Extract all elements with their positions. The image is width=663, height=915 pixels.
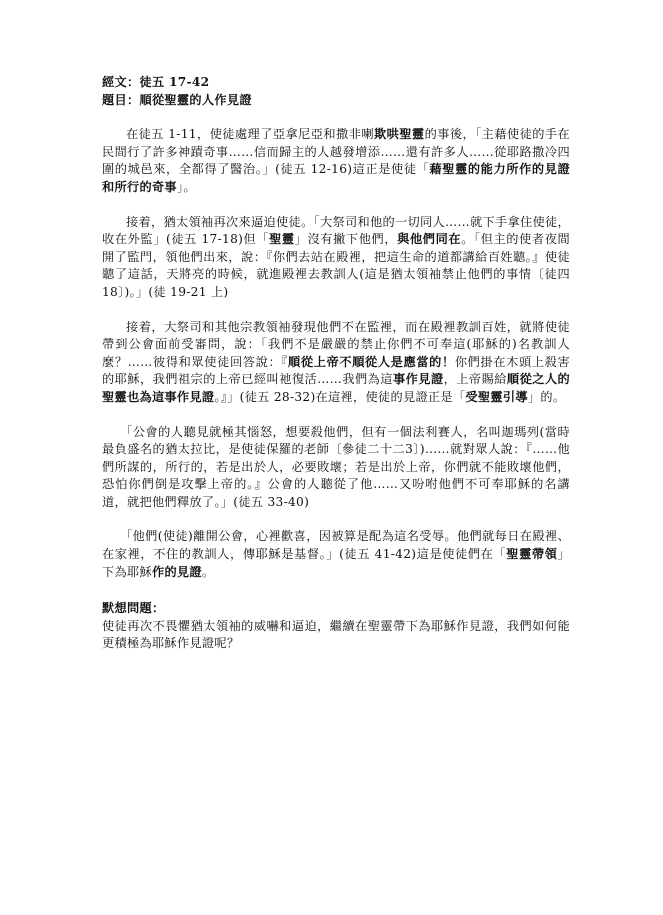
emphasis-run: 作的見證 [151, 564, 202, 579]
text-run: 。』」(徒五 28-32)在這裡，使徒的見證正是「 [214, 389, 466, 404]
paragraph-2 [102, 214, 570, 302]
spacer [102, 109, 570, 126]
text-run: 「公會的人聽見就極其惱怒，想要殺他們，但有一個法利賽人，名叫迦瑪列(當時最負盛名的猶太拉比，是使徒保羅的老師〔參徒二十二3〕)……就對眾人說：『……他們所謀的，所行的，若是出於人，必要敗壞；若是出於上帝，你們就不能敗壞他們，恐怕你們倒是攻擊上帝的。』公會的人聽從了他……又吩咐他們不可奉耶穌的名講道，就把他們釋放了。」(徒五 33-40) [102, 424, 570, 509]
text-run: 接着，大祭司和其他宗教領袖發現他們不在監裡，而在殿裡教訓百姓，就將使徒帶到公會面前受審問，說：「我們不是嚴嚴的禁止你們不可奉這(耶穌的)名教訓人麼？……彼得和眾使徒回答說：『 [102, 319, 570, 369]
paragraph-1 [102, 126, 570, 196]
text-run: 的事後，「主藉使徒的手在民間行了許多神蹟奇事……信而歸主的人越發增添……還有許多人……從耶路撒冷四圍的城邑來，全都得了醫治。」(徒五 12-16)這正是使徒「 [102, 127, 571, 177]
emphasis-run: 順從上帝不順從人是應當的！ [288, 354, 455, 369]
text-run: 在徒五 1-11，使徒處理了亞拿尼亞和撒非喇 [126, 127, 374, 142]
paragraph-4-quote [102, 424, 570, 512]
emphasis-run: 順從之人的聖靈也為這事作見證 [102, 372, 571, 404]
paragraph-5-quote [102, 528, 570, 581]
text-run: 」的。 [527, 389, 566, 404]
spacer [102, 407, 570, 424]
emphasis-run: 聖靈 [269, 232, 295, 247]
document-page [102, 74, 570, 653]
text-run: 。 [201, 564, 215, 579]
spacer [102, 511, 570, 528]
emphasis-run: 藉聖靈的能力所作的見證和所行的奇事 [102, 162, 570, 194]
text-run: ，上帝賜給 [443, 372, 507, 387]
spacer [102, 302, 570, 319]
emphasis-run: 聖靈帶領 [506, 547, 558, 562]
text-run: 接着，猶太領袖再次來逼迫使徒。「大祭司和他的一切同人……就下手拿住使徒，收在外監」(徒五 17-18)但「 [102, 214, 570, 247]
spacer [102, 581, 570, 598]
text-run: 你們掛在木頭上殺害的耶穌，我們祖宗的上帝已經叫祂復活……我們為這 [102, 354, 570, 387]
scripture-reference: 經文：徒五 17-42 [102, 75, 210, 89]
text-run: 。「但主的使者夜間開了監門，領他們出來，說：『你們去站在殿裡，把這生命的道都講給百姓聽。』使徒聽了這話，天將亮的時候，就進殿裡去教訓人(這是猶太領袖禁止他們的事情〔徒四 18〕)。」(徒 19-21 上) [102, 232, 571, 299]
paragraph-3 [102, 319, 570, 407]
text-run: 」下為耶穌 [102, 547, 570, 579]
meditation-title: 默想問題： [102, 601, 165, 616]
meditation-question: 使徒再次不畏懼猶太領袖的威嚇和逼迫，繼續在聖靈帶下為耶穌作見證，我們如何能更積極為耶穌作見證呢？ [102, 618, 570, 651]
text-run: 」。 [176, 179, 196, 194]
emphasis-run: 受聖靈引導 [465, 389, 528, 404]
emphasis-run: 事作見證 [392, 372, 444, 387]
text-run: 」沒有撇下他們， [294, 232, 398, 247]
text-run: 「他們(使徒)離開公會，心裡歡喜，因被算是配為這名受辱。他們就每日在殿裡、在家裡，不住的教訓人，傳耶穌是基督。」(徒五 41-42)這是使徒們在「 [102, 529, 570, 562]
emphasis-run: 與他們同在 [397, 232, 462, 247]
topic-title: 題目：順從聖靈的人作見證 [102, 92, 252, 107]
emphasis-run: 欺哄聖靈 [373, 127, 425, 142]
spacer [102, 197, 570, 214]
